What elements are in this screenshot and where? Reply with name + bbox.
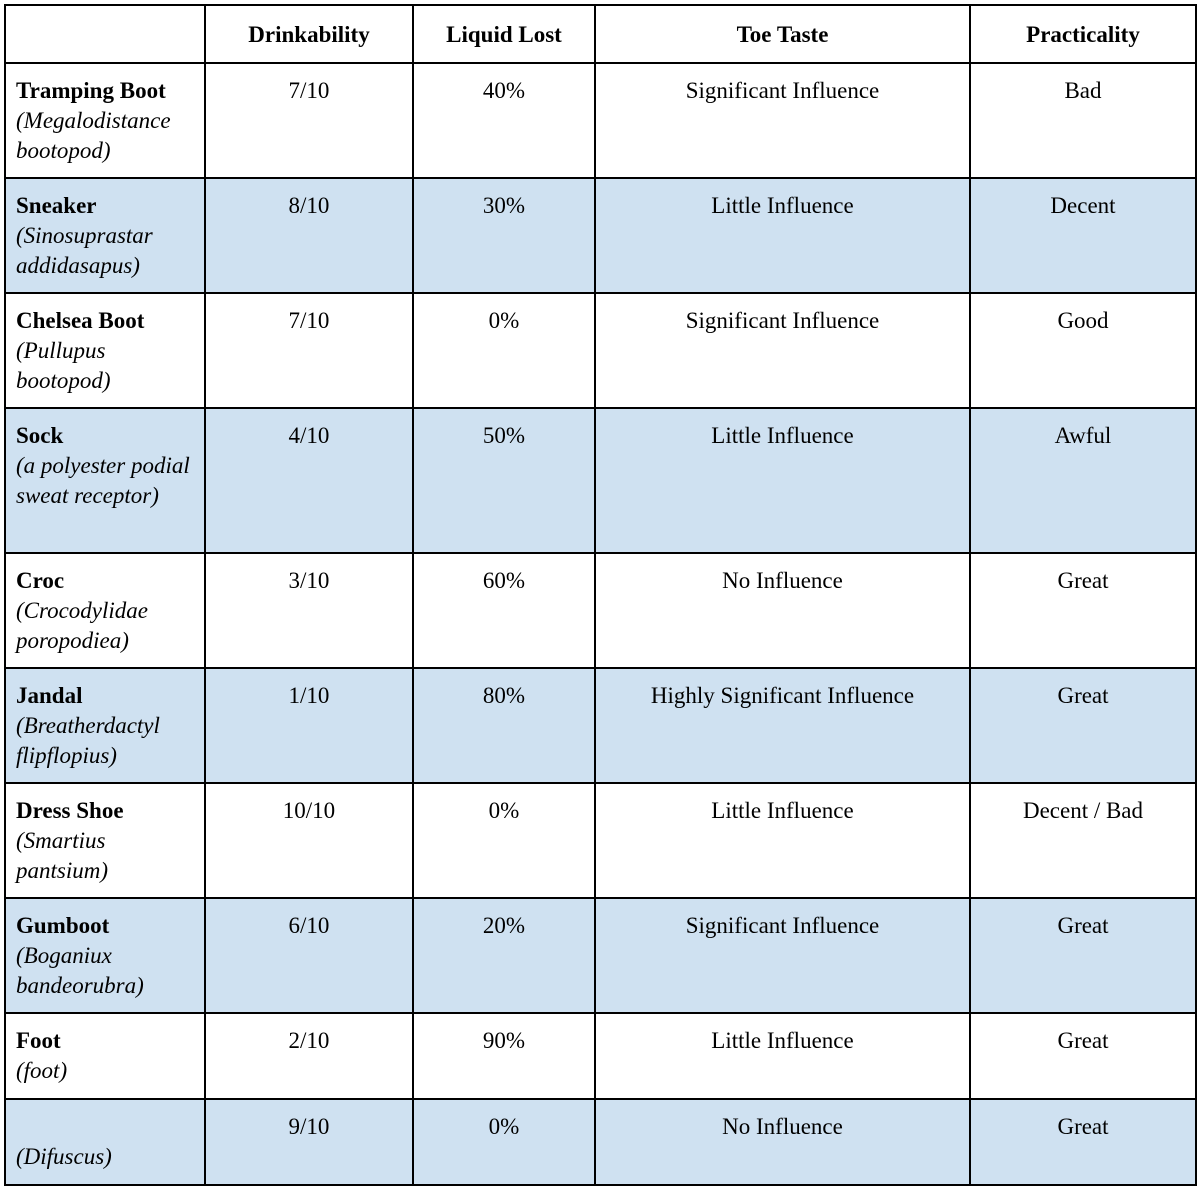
header-liquid-lost: Liquid Lost <box>413 5 595 63</box>
practicality-cell: Good <box>970 293 1196 408</box>
table-row <box>5 1013 1196 1099</box>
drinkability-cell: 4/10 <box>205 408 413 553</box>
shoe-scientific-name: (Crocodylidae poropodiea) <box>16 598 149 653</box>
table-row <box>5 178 1196 293</box>
shoe-common-name: Chelsea Boot <box>16 308 145 333</box>
table-row <box>5 783 1196 898</box>
shoe-scientific-name: (foot) <box>16 1058 68 1083</box>
liquid-lost-cell: 20% <box>413 898 595 1013</box>
liquid-lost-cell: 50% <box>413 408 595 553</box>
table-row <box>5 553 1196 668</box>
practicality-cell: Awful <box>970 408 1196 553</box>
shoe-common-name: Dress Shoe <box>16 798 124 823</box>
liquid-lost-cell: 40% <box>413 63 595 178</box>
table-row <box>5 668 1196 783</box>
header-drinkability: Drinkability <box>205 5 413 63</box>
liquid-lost-cell: 30% <box>413 178 595 293</box>
practicality-cell: Decent <box>970 178 1196 293</box>
toe-taste-cell: Significant Influence <box>595 63 970 178</box>
drinkability-cell: 2/10 <box>205 1013 413 1099</box>
practicality-cell: Great <box>970 1099 1196 1185</box>
shoe-name-cell <box>5 898 205 1013</box>
toe-taste-cell: Significant Influence <box>595 293 970 408</box>
toe-taste-cell: Little Influence <box>595 178 970 293</box>
liquid-lost-cell: 60% <box>413 553 595 668</box>
liquid-lost-cell: 90% <box>413 1013 595 1099</box>
drinkability-cell: 10/10 <box>205 783 413 898</box>
practicality-cell: Great <box>970 668 1196 783</box>
shoe-scientific-name: (Smartius pantsium) <box>16 828 108 883</box>
shoe-scientific-name: (Difuscus) <box>16 1144 112 1169</box>
shoe-scientific-name: (a polyester podial sweat receptor) <box>16 453 190 508</box>
shoe-comparison-table <box>4 4 1197 1186</box>
toe-taste-cell: Highly Significant Influence <box>595 668 970 783</box>
shoe-common-name: Croc <box>16 568 65 593</box>
table-row <box>5 293 1196 408</box>
liquid-lost-cell: 80% <box>413 668 595 783</box>
drinkability-cell: 8/10 <box>205 178 413 293</box>
drinkability-cell: 1/10 <box>205 668 413 783</box>
table-row <box>5 408 1196 553</box>
shoe-scientific-name: (Breatherdactyl flipflopius) <box>16 713 160 768</box>
shoe-common-name: Tramping Boot <box>16 78 166 103</box>
header-empty <box>5 5 205 63</box>
toe-taste-cell: No Influence <box>595 1099 970 1185</box>
shoe-scientific-name: (Pullupus bootopod) <box>16 338 111 393</box>
drinkability-cell: 7/10 <box>205 63 413 178</box>
shoe-common-name: Gumboot <box>16 913 110 938</box>
shoe-name-cell <box>5 63 205 178</box>
practicality-cell: Decent / Bad <box>970 783 1196 898</box>
toe-taste-cell: No Influence <box>595 553 970 668</box>
practicality-cell: Great <box>970 553 1196 668</box>
toe-taste-cell: Little Influence <box>595 408 970 553</box>
toe-taste-cell: Little Influence <box>595 783 970 898</box>
shoe-name-cell <box>5 1099 205 1185</box>
shoe-scientific-name: (Sinosuprastar addidasapus) <box>16 223 153 278</box>
toe-taste-cell: Little Influence <box>595 1013 970 1099</box>
drinkability-cell: 6/10 <box>205 898 413 1013</box>
shoe-name-cell <box>5 408 205 553</box>
drinkability-cell: 3/10 <box>205 553 413 668</box>
header-toe-taste: Toe Taste <box>595 5 970 63</box>
toe-taste-cell: Significant Influence <box>595 898 970 1013</box>
table-row <box>5 63 1196 178</box>
header-practicality: Practicality <box>970 5 1196 63</box>
shoe-name-cell <box>5 783 205 898</box>
header-row <box>5 5 1196 63</box>
practicality-cell: Great <box>970 1013 1196 1099</box>
shoe-name-cell <box>5 1013 205 1099</box>
shoe-common-name: Jandal <box>16 683 83 708</box>
shoe-common-name: Sneaker <box>16 193 97 218</box>
practicality-cell: Bad <box>970 63 1196 178</box>
table-row <box>5 898 1196 1013</box>
shoe-common-name: Sock <box>16 423 64 448</box>
liquid-lost-cell: 0% <box>413 783 595 898</box>
liquid-lost-cell: 0% <box>413 293 595 408</box>
drinkability-cell: 9/10 <box>205 1099 413 1185</box>
shoe-common-name <box>16 1112 194 1142</box>
shoe-common-name: Foot <box>16 1028 61 1053</box>
drinkability-cell: 7/10 <box>205 293 413 408</box>
shoe-scientific-name: (Boganiux bandeorubra) <box>16 943 144 998</box>
shoe-name-cell <box>5 668 205 783</box>
practicality-cell: Great <box>970 898 1196 1013</box>
shoe-name-cell <box>5 553 205 668</box>
shoe-name-cell <box>5 178 205 293</box>
table-row <box>5 1099 1196 1185</box>
shoe-scientific-name: (Megalodistance bootopod) <box>16 108 171 163</box>
shoe-name-cell <box>5 293 205 408</box>
liquid-lost-cell: 0% <box>413 1099 595 1185</box>
